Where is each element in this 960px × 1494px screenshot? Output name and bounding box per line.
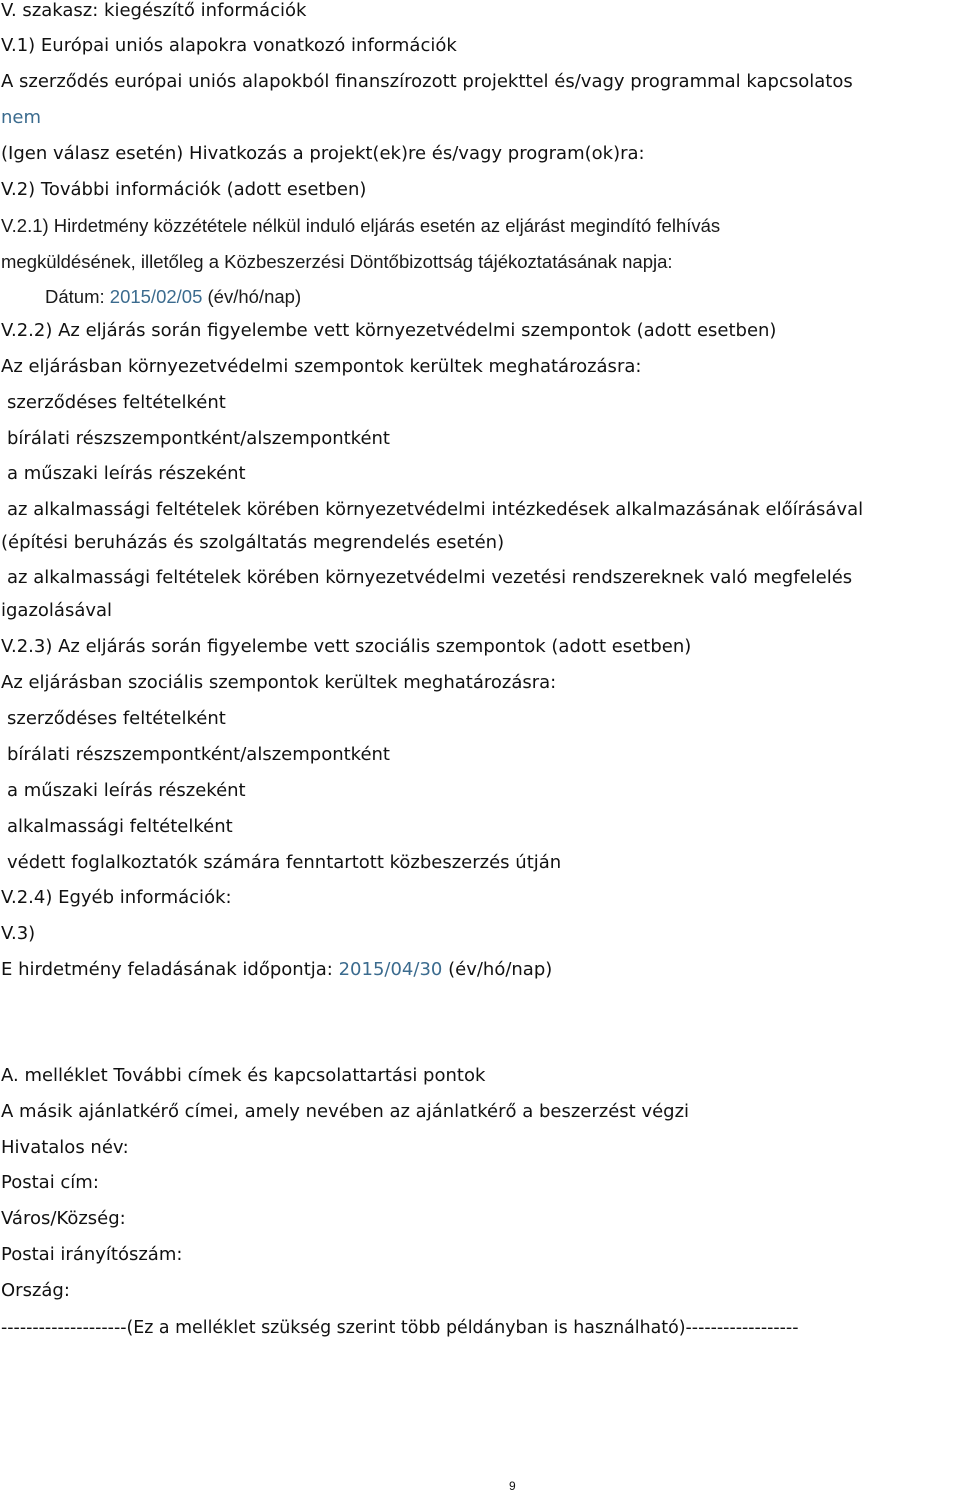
v3-heading: V.3) bbox=[1, 923, 36, 944]
annex-field-country: Ország: bbox=[1, 1280, 70, 1301]
date-format: (év/hó/nap) bbox=[207, 286, 302, 307]
annex-field-postal-code: Postai irányítószám: bbox=[1, 1244, 183, 1265]
annex-field-postal-address: Postai cím: bbox=[1, 1172, 99, 1193]
v24-heading: V.2.4) Egyéb információk: bbox=[1, 887, 232, 908]
v23-item: alkalmassági feltételként bbox=[7, 816, 233, 837]
v23-item: a műszaki leírás részeként bbox=[7, 780, 246, 801]
v22-heading: V.2.2) Az eljárás során figyelembe vett környezetvédelmi szempontok (adott esetben) bbox=[1, 320, 777, 341]
annex-field-town: Város/Község: bbox=[1, 1208, 126, 1229]
annex-subheading: A másik ajánlatkérő címei, amely nevében az ajánlatkérő a beszerzést végzi bbox=[1, 1101, 690, 1122]
v22-item: az alkalmassági feltételek körében környezetvédelmi vezetési rendszereknek való megfelelés bbox=[7, 567, 853, 588]
date-label: Dátum: bbox=[45, 286, 105, 307]
annex-heading: A. melléklet További címek és kapcsolattartási pontok bbox=[1, 1065, 486, 1086]
v21-text-line2: megküldésének, illetőleg a Közbeszerzési Döntőbizottság tájékoztatásának napja: bbox=[1, 251, 673, 272]
v23-item: védett foglalkoztatók számára fenntartott közbeszerzés útján bbox=[7, 852, 562, 873]
v22-item: bírálati részszempontként/alszempontként bbox=[7, 428, 390, 449]
v23-item: bírálati részszempontként/alszempontként bbox=[7, 744, 390, 765]
v22-item: az alkalmassági feltételek körében környezetvédelmi intézkedések alkalmazásának előírásával bbox=[7, 499, 864, 520]
v1-reference: (Igen válasz esetén) Hivatkozás a projekt(ek)re és/vagy program(ok)ra: bbox=[1, 143, 645, 164]
dispatch-value: 2015/04/30 bbox=[338, 959, 443, 980]
v23-heading: V.2.3) Az eljárás során figyelembe vett szociális szempontok (adott esetben) bbox=[1, 636, 692, 657]
v22-item-continuation: igazolásával bbox=[1, 600, 113, 621]
annex-field-official-name: Hivatalos név: bbox=[1, 1137, 129, 1158]
v21-text-line1: V.2.1) Hirdetmény közzététele nélkül induló eljárás esetén az eljárást megindító felhívás bbox=[1, 215, 721, 236]
v22-intro: Az eljárásban környezetvédelmi szempontok kerültek meghatározásra: bbox=[1, 356, 642, 377]
dispatch-format: (év/hó/nap) bbox=[448, 959, 553, 980]
page-number: 9 bbox=[509, 1479, 516, 1493]
v22-item: a műszaki leírás részeként bbox=[7, 463, 246, 484]
v22-item: szerződéses feltételként bbox=[7, 392, 226, 413]
v1-question: A szerződés európai uniós alapokból finanszírozott projekttel és/vagy programmal kapcsolatos bbox=[1, 71, 853, 92]
v23-item: szerződéses feltételként bbox=[7, 708, 226, 729]
v23-intro: Az eljárásban szociális szempontok kerültek meghatározásra: bbox=[1, 672, 557, 693]
v22-item-continuation: (építési beruházás és szolgáltatás megrendelés esetén) bbox=[1, 532, 505, 553]
v21-date-row bbox=[45, 286, 301, 308]
dispatch-label: E hirdetmény feladásának időpontja: bbox=[1, 959, 333, 980]
date-value: 2015/02/05 bbox=[109, 286, 203, 307]
v1-answer: nem bbox=[1, 107, 42, 128]
v1-heading: V.1) Európai uniós alapokra vonatkozó információk bbox=[1, 35, 457, 56]
dispatch-date-row bbox=[1, 959, 552, 981]
section-title: V. szakasz: kiegészítő információk bbox=[1, 0, 307, 21]
annex-separator: --------------------(Ez a melléklet szükség szerint több példányban is használható)------------------ bbox=[1, 1318, 799, 1338]
v2-heading: V.2) További információk (adott esetben) bbox=[1, 179, 367, 200]
